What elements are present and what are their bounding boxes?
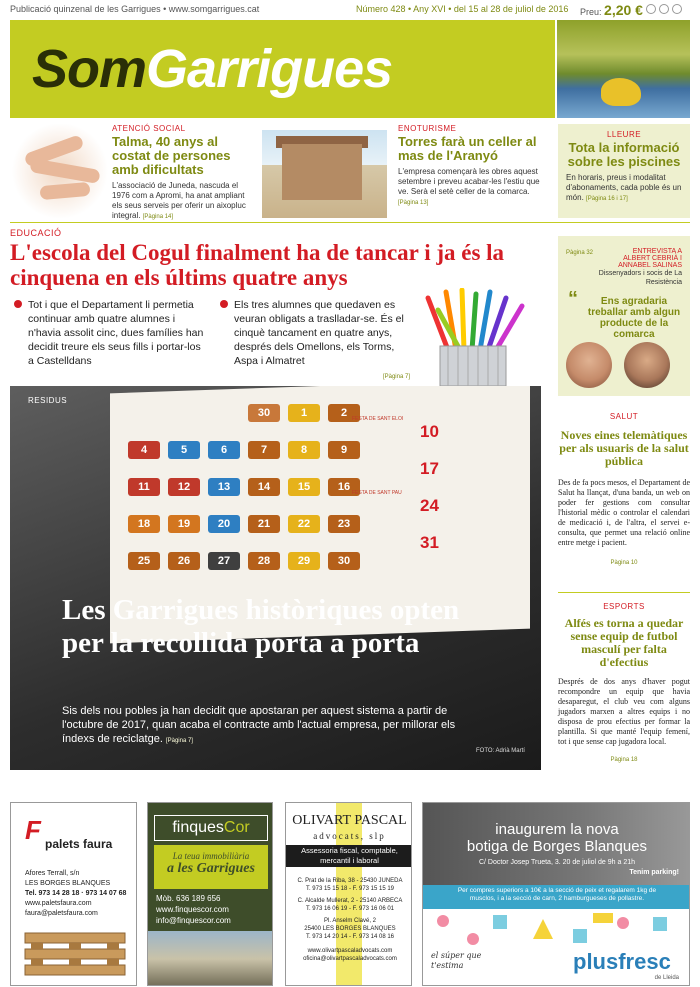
calendar-day: 20 <box>208 515 240 533</box>
cert-icon <box>659 4 669 14</box>
calendar-day: 1 <box>288 404 320 422</box>
quote-mark-icon: “ <box>568 288 578 310</box>
calendar-row <box>128 404 360 422</box>
calendar-day-sunday: 24 <box>420 496 439 515</box>
calendar-note: FESTA DE SANT PAU <box>352 490 402 496</box>
calendar-day: 8 <box>288 441 320 459</box>
olivart-offices: C. Prat de la Riba, 38 - 25430 JUNEDA T. 973 15 15 18 - F. 973 15 15 19 C. Alcalde Mullerat, 2 - 25140 ARBECA T. 973 16 06 19 - F. 973 16 06 01 Pl. Anselm Clavé, 2 25400 LES BORGES BLANQUES T. 973 14 20 14 - F. 973 14 08 16 www.olivartpascaladvocats.com oficina@olivartpascaladvocats.com <box>297 878 403 962</box>
certification-icons <box>646 4 682 14</box>
interview-box[interactable] <box>558 236 690 396</box>
teaser-leisure[interactable] <box>558 124 690 218</box>
calendar-row <box>128 441 360 459</box>
sports-article[interactable] <box>558 602 690 763</box>
calendar-row <box>128 552 360 570</box>
finques-slogan: La teua immobiliària a les Garrigues <box>154 845 268 889</box>
page-ref: Pàgina 10 <box>610 560 638 566</box>
olivart-service: Assessoria fiscal, comptable, mercantil i laboral <box>286 845 412 867</box>
calendar-day-sunday: 10 <box>420 422 439 441</box>
pool-float-image <box>601 78 641 106</box>
issue-info: Número 428 • Any XVI • del 15 al 28 de juliol de 2016 <box>356 4 569 14</box>
olivart-name: OLIVART PASCAL <box>292 813 407 828</box>
olivart-sub: advocats, slp <box>313 831 386 841</box>
pin-icon <box>220 300 228 308</box>
interview-kicker: ENTREVISTA A <box>632 248 682 255</box>
calendar-day: 21 <box>248 515 280 533</box>
cert-icon <box>646 4 656 14</box>
divider <box>558 592 690 593</box>
side-title: Alfés es torna a quedar sense equip de futbol masculí per falta d'efectius <box>564 616 684 669</box>
publication-info-bar <box>10 4 690 18</box>
hands-photo <box>10 124 110 218</box>
calendar-day: 22 <box>288 515 320 533</box>
teaser-text: L'associació de Juneda, nascuda el 1976 com a Apromi, ha anat ampliant els seus serveis per oferir un aixopluc integral. [Pàgina 14] <box>112 181 246 220</box>
calendar-day: 18 <box>128 515 160 533</box>
calendar-day: 25 <box>128 552 160 570</box>
calendar-day: 6 <box>208 441 240 459</box>
finques-logo: finquesCor <box>154 815 268 841</box>
calendar-day-sunday: 31 <box>420 533 439 552</box>
interview-role: Dissenyadors i socis de La Resistència <box>598 270 682 286</box>
masthead-photo <box>557 20 690 118</box>
plusfresc-handwritten: el súper que t'estima <box>431 951 482 970</box>
calendar-day <box>168 404 200 422</box>
calendar-day: 7 <box>248 441 280 459</box>
publication-tagline: Publicació quinzenal de les Garrigues • www.somgarrigues.cat <box>10 4 260 14</box>
plusfresc-address: C/ Doctor Josep Trueta, 3. 20 de juliol de 9h a 21h <box>478 859 636 866</box>
page-ref: Pàgina 32 <box>566 250 594 256</box>
page-ref: Pàgina 18 <box>610 757 638 763</box>
price <box>580 2 643 18</box>
pin-icon <box>14 300 22 308</box>
calendar-day: 28 <box>248 552 280 570</box>
photo-credit: FOTO: Adrià Martí <box>476 748 525 754</box>
teaser-kicker: LLEURE <box>606 130 642 139</box>
finques-contact: Mòb. 636 189 656 www.finquescor.com info@finquescor.com <box>156 894 231 925</box>
calendar-day: 11 <box>128 478 160 496</box>
calendar-day: 15 <box>288 478 320 496</box>
calendar-day: 9 <box>328 441 360 459</box>
teaser-title: Tota la informació sobre les piscines <box>567 140 681 169</box>
side-kicker: ESPORTS <box>603 602 645 611</box>
teaser-title: Torres farà un celler al mas de l'Aranyó <box>398 134 537 163</box>
plusfresc-offer: Per compres superiors a 10€ a la secció de peix et regalarem 1kg de musclos, i a la secció de carn, 2 hamburgueses de pollastre. <box>423 885 690 909</box>
ad-plusfresc[interactable] <box>422 802 690 986</box>
calendar-day: 4 <box>128 441 160 459</box>
teaser-kicker: ATENCIÓ SOCIAL <box>112 124 186 133</box>
feature-text: Sis dels nou pobles ja han decidit que apostaran per aquest sistema a partir de l'octubre de 2017, quan acaba el contracte amb l'actual empresa, per millorar els índexs de reciclatge. [Pàgina 7] <box>62 705 456 745</box>
teaser-text: L'empresa començarà les obres aquest setembre i preveu acabar-les l'estiu que ve. Serà el setè celler de la comarca. [Pàgina 13] <box>398 167 540 206</box>
ad-palets-faura[interactable] <box>10 802 137 986</box>
teaser-kicker: ENOTURISME <box>398 124 457 133</box>
cert-icon <box>672 4 682 14</box>
calendar-day: 26 <box>168 552 200 570</box>
calendar-day: 5 <box>168 441 200 459</box>
calendar-day: 27 <box>208 552 240 570</box>
plusfresc-brand: plusfresc <box>573 949 671 974</box>
stone-hut-photo <box>148 931 273 986</box>
feature-headline: Les Garrigues històriques opten per la recollida porta a porta <box>62 594 460 659</box>
teaser-text: En horaris, preus i modalitat d'abonaments, cada poble és un món. [Pàgina 16 i 17] <box>566 173 682 202</box>
logo <box>32 38 392 100</box>
teaser-wine[interactable] <box>398 124 548 218</box>
side-text: Des de fa pocs mesos, el Departament de Salut ha llançat, d'una banda, un web on poder fer gestions com consultar l'historial mèdic o controlar el calendari de medicació i, de l'altra, el servei e-consulta, que permet una relació online entre metge i pacient. <box>558 478 690 547</box>
calendar-day <box>208 404 240 422</box>
page-ref: [Pàgina 14] <box>142 214 174 220</box>
interview-quote: Ens agradaria treballar amb algun producte de la comarca <box>587 296 681 340</box>
calendar-day: 13 <box>208 478 240 496</box>
portrait-photo <box>566 342 612 388</box>
calendar-day: 30 <box>248 404 280 422</box>
logo-som: Som <box>32 39 147 99</box>
logo-garrigues: Garrigues <box>146 39 393 99</box>
page-ref: [Pàgina 7] <box>165 738 193 744</box>
side-kicker: SALUT <box>609 412 639 421</box>
lead-bullet-2: Els tres alumnes que quedaven es veuran obligats a traslladar-se. És el cinquè tancament en quatre anys, després dels Omellons, els Torms, Aspa i Almatret [Pàgina 7] <box>234 298 410 384</box>
lead-bullet-1: Tot i que el Departament li permetia continuar amb quatre alumnes i n'havia assolit cinc, dues famílies han decidit treure els seus fills i portar-los a Castelldans <box>28 298 204 368</box>
price-label: Preu: <box>580 7 602 17</box>
price-value: 2,20 € <box>604 2 643 18</box>
calendar-row <box>128 478 360 496</box>
calendar-day <box>128 404 160 422</box>
page-ref: [Pàgina 13] <box>398 200 429 206</box>
feature-kicker: RESIDUS <box>28 396 68 405</box>
calendar-day: 2 <box>328 404 360 422</box>
farmhouse-photo <box>262 130 387 218</box>
ad-olivart-pascal[interactable] <box>285 802 412 986</box>
side-title: Noves eines telemàtiques per als usuaris de la salut pública <box>559 428 689 468</box>
calendar-day: 23 <box>328 515 360 533</box>
calendar-day: 19 <box>168 515 200 533</box>
page-ref: [Pàgina 7] <box>382 374 410 380</box>
page-ref: [Pàgina 16 i 17] <box>586 196 628 202</box>
calendar-day: 30 <box>328 552 360 570</box>
ad-finquescor[interactable] <box>147 802 273 986</box>
calendar-day: 12 <box>168 478 200 496</box>
teaser-title: Talma, 40 anys al costat de persones amb dificultats <box>112 134 231 177</box>
interview-names: ALBERT CEBRIÀ I ANNABEL SALINAS <box>618 255 682 269</box>
calendar-day: 16 <box>328 478 360 496</box>
plusfresc-headline: inaugurem la nova botiga de Borges Blanques <box>466 821 648 855</box>
faura-name: palets faura <box>45 837 113 851</box>
calendar-row <box>128 515 360 533</box>
calendar-day-sunday: 17 <box>420 459 439 478</box>
calendar-day: 29 <box>288 552 320 570</box>
portrait-photo <box>624 342 670 388</box>
pallets-image <box>21 925 131 983</box>
lead-kicker: EDUCACIÓ <box>10 228 62 238</box>
calendar-day: 14 <box>248 478 280 496</box>
faura-contact: Afores Terrall, s/n LES BORGES BLANQUES Tel. 973 14 28 18 · 973 14 07 68 www.paletsfaura.com faura@paletsfaura.com <box>25 870 127 917</box>
calendar-note: FESTA DE SANT ELOI <box>352 416 404 422</box>
plusfresc-sub: de Lleida <box>654 975 679 981</box>
side-text: Després de dos anys d'haver pogut recompondre un equip que havia desaparegut, el club veu com alguns jugadors marxen a altres equips i no disposa de prou efectius per formar la plantilla. Si que manté l'equip femení, tot i que sense cap jugadora local. <box>558 677 690 746</box>
teaser-social[interactable] <box>112 124 252 218</box>
feature-photo[interactable] <box>10 386 541 770</box>
divider <box>10 222 690 223</box>
faura-logo-icon: F <box>25 815 41 845</box>
lead-headline[interactable]: L'escola del Cogul finalment ha de tancar i ja és la cinquena en els últims quatre anys <box>10 240 505 290</box>
pencils-photo <box>418 288 536 386</box>
plusfresc-parking: Tenim parking! <box>629 869 679 876</box>
health-article[interactable] <box>558 412 690 566</box>
